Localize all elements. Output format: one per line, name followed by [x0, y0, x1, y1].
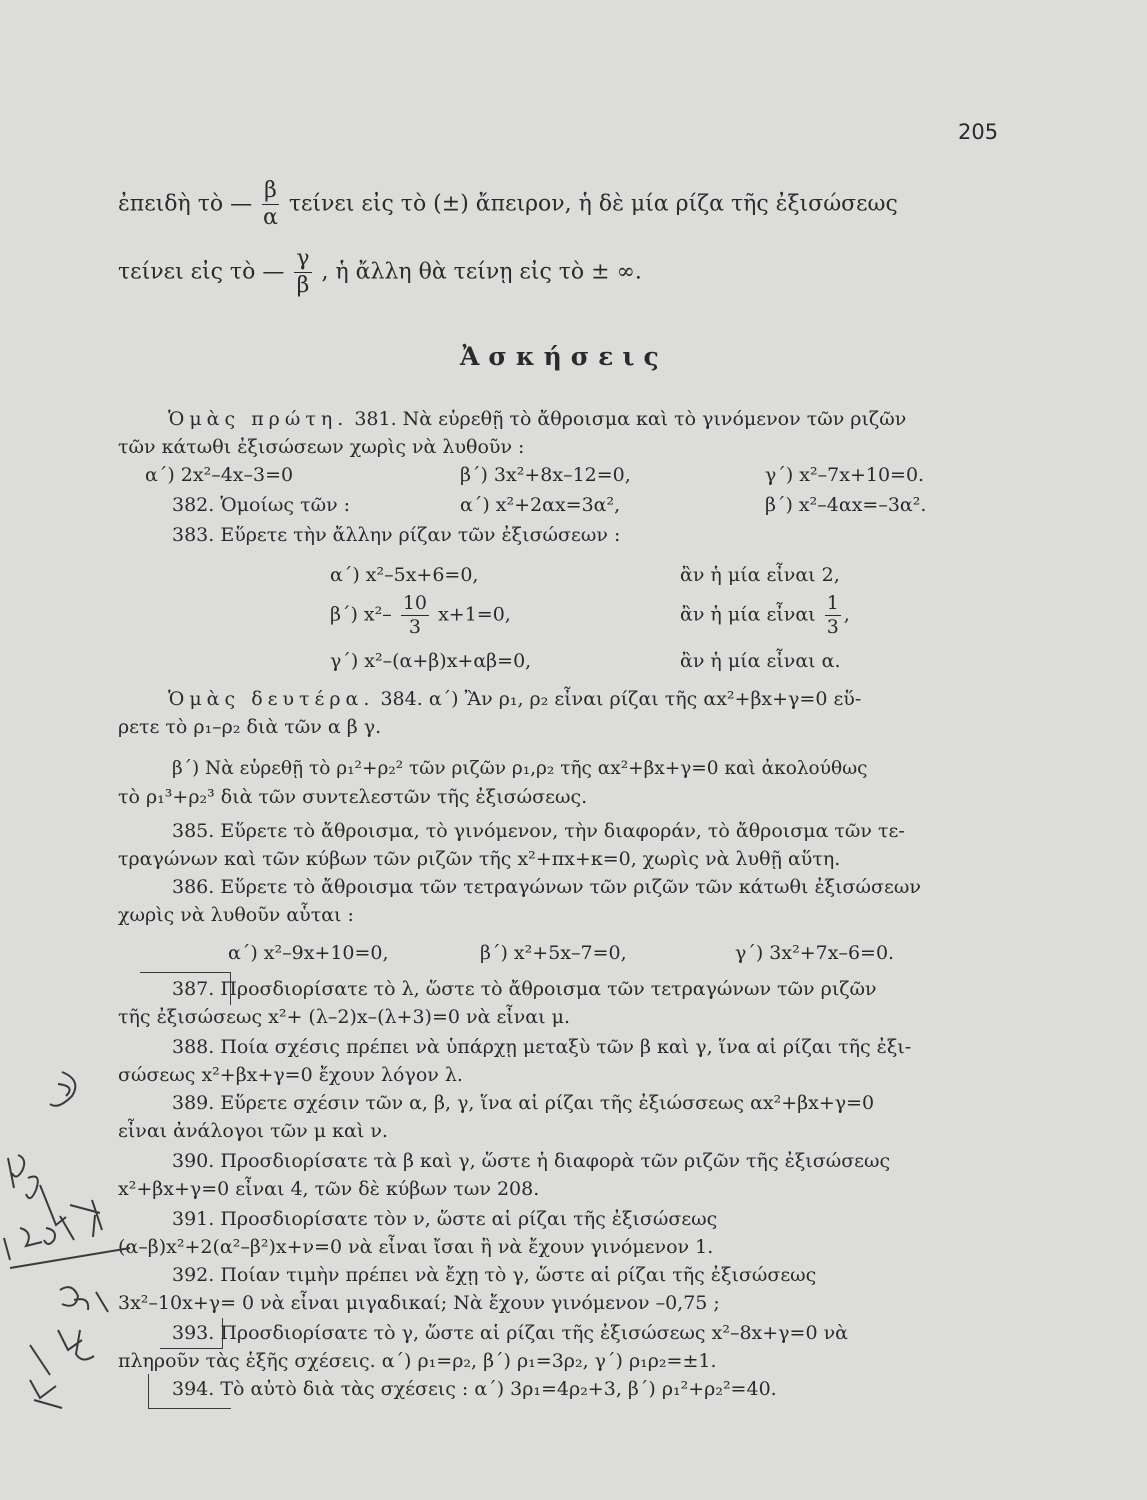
p386-eq-b: β΄) x²+5x–7=0,: [480, 942, 627, 964]
p390-line-1: 390. Προσδιορίσατε τὰ β καὶ γ, ὥστε ἡ διαφορὰ τῶν ριζῶν τῆς ἐξισώσεως: [172, 1150, 891, 1172]
p388-line-1: 388. Ποία σχέσις πρέπει νὰ ὑπάρχῃ μεταξὺ τῶν β καὶ γ, ἵνα αἱ ρίζαι τῆς ἐξι-: [172, 1036, 912, 1058]
p382-label: 382. Ὁμοίως τῶν :: [172, 494, 351, 516]
p385-line-1: 385. Εὕρετε τὸ ἄθροισμα, τὸ γινόμενον, τὴν διαφοράν, τὸ ἄθροισμα τῶν τε-: [172, 820, 905, 842]
p386-eq-a: α΄) x²–9x+10=0,: [228, 942, 389, 964]
p394-line-1: 394. Τὸ αὐτὸ διὰ τὰς σχέσεις : α΄) 3ρ₁=4ρ₂+3, β΄) ρ₁²+ρ₂²=40.: [172, 1378, 777, 1400]
intro-l1-a: ἐπειδὴ τὸ —: [118, 191, 253, 217]
handwritten-box-387: [140, 972, 231, 1005]
p393-line-1: 393. Προσδιορίσατε τὸ γ, ὥστε αἱ ρίζαι τῆς ἐξισώσεως x²–8x+γ=0 νὰ: [172, 1322, 848, 1344]
fraction-numerator: β: [264, 178, 277, 203]
p381-line-2: τῶν κάτωθι ἐξισώσεων χωρὶς νὰ λυθοῦν :: [118, 436, 525, 458]
p387-line-2: τῆς ἐξισώσεως x²+ (λ–2)x–(λ+3)=0 νὰ εἶναι μ.: [118, 1006, 570, 1028]
p390-line-2: x²+βx+γ=0 εἶναι 4, τῶν δὲ κύβων των 208.: [118, 1178, 540, 1200]
fraction-denominator: 3: [826, 616, 839, 638]
p383-b-cond-text: ἂν ἡ μία εἶναι: [680, 603, 816, 626]
p385-line-2: τραγώνων καὶ τῶν κύβων τῶν ριζῶν τῆς x²+πx+κ=0, χωρὶς νὰ λυθῇ αὕτη.: [118, 848, 841, 870]
p381-eq-c: γ΄) x²–7x+10=0.: [765, 464, 925, 486]
p383-c-cond: ἂν ἡ μία εἶναι α.: [680, 650, 841, 672]
p381-eq-a: α΄) 2x²–4x–3=0: [145, 464, 294, 486]
p383-b-cond: [680, 594, 850, 637]
fraction-gamma-beta: [294, 248, 311, 297]
p384-line-4: τὸ ρ₁³+ρ₂³ διὰ τῶν συντελεστῶν τῆς ἐξισώσεως.: [118, 786, 588, 808]
p383-a-cond: ἂν ἡ μία εἶναι 2,: [680, 564, 840, 586]
fraction-numerator: γ: [296, 246, 310, 271]
intro-line-1: [118, 180, 898, 229]
p388-line-2: σώσεως x²+βx+γ=0 ἔχουν λόγον λ.: [118, 1064, 463, 1086]
p387-line-1: 387. Προσδιορίσατε τὸ λ, ὥστε τὸ ἄθροισμα τῶν τετραγώνων τῶν ριζῶν: [172, 978, 877, 1000]
fraction-numerator: 1: [826, 592, 839, 614]
p386-eq-c: γ΄) 3x²+7x–6=0.: [735, 942, 895, 964]
p383-b-pre: β΄) x²–: [330, 603, 392, 626]
group-1-heading: Ὁμὰς πρώτη.: [168, 408, 349, 430]
p386-line-1: 386. Εὕρετε τὸ ἄθροισμα τῶν τετραγώνων τῶν ριζῶν τῶν κάτωθι ἐξισώσεων: [172, 876, 921, 898]
group-2-heading: Ὁμὰς δευτέρα.: [168, 688, 375, 710]
p381-text: 381. Νὰ εὑρεθῇ τὸ ἄθροισμα καὶ τὸ γινόμενον τῶν ριζῶν: [354, 408, 907, 430]
p381-eq-b: β΄) 3x²+8x–12=0,: [460, 464, 631, 486]
p392-line-1: 392. Ποίαν τιμὴν πρέπει νὰ ἔχῃ τὸ γ, ὥστε αἱ ρίζαι τῆς ἐξισώσεως: [172, 1264, 817, 1286]
p386-line-2: χωρὶς νὰ λυθοῦν αὗται :: [118, 904, 354, 926]
p383-b-cond-post: ,: [843, 603, 850, 626]
handwritten-box-394: [148, 1374, 231, 1409]
p391-line-1: 391. Προσδιορίσατε τὸν ν, ὥστε αἱ ρίζαι τῆς ἐξισώσεως: [172, 1208, 718, 1230]
page-number: 205: [958, 120, 999, 144]
handwritten-box-393: [160, 1318, 223, 1349]
p383-c-eq: γ΄) x²–(α+β)x+αβ=0,: [330, 650, 532, 672]
p382-eq-b: β΄) x²–4αx=–3α².: [765, 494, 927, 516]
fraction-numerator: 10: [402, 592, 428, 614]
intro-l2-a: τείνει εἰς τὸ —: [118, 259, 285, 285]
p383-b-eq: [330, 594, 511, 637]
handwritten-tally-scribble: [0, 1000, 150, 1420]
p383-b-post: x+1=0,: [438, 603, 511, 626]
p383-a-eq: α΄) x²–5x+6=0,: [330, 564, 479, 586]
p383-text: 383. Εὕρετε τὴν ἄλλην ρίζαν τῶν ἐξισώσεων :: [172, 524, 621, 546]
p381-line-1: [168, 408, 906, 430]
intro-l2-b: , ἡ ἄλλη θὰ τείνῃ εἰς τὸ ± ∞.: [321, 259, 642, 285]
fraction-denominator: β: [296, 273, 310, 298]
intro-line-2: [118, 248, 642, 297]
p391-line-2: (α–β)x²+2(α²–β²)x+ν=0 νὰ εἶναι ἴσαι ἢ νὰ ἔχουν γινόμενον 1.: [118, 1236, 714, 1258]
p389-line-2: εἶναι ἀνάλογοι τῶν μ καὶ ν.: [118, 1120, 388, 1142]
p392-line-2: 3x²–10x+γ= 0 νὰ εἶναι μιγαδικαί; Νὰ ἔχουν γινόμενον –0,75 ;: [118, 1292, 720, 1314]
intro-l1-b: τείνει εἰς τὸ (±) ἄπειρον, ἡ δὲ μία ρίζα τῆς ἐξισώσεως: [288, 191, 898, 217]
fraction-denominator: α: [263, 205, 278, 230]
p389-line-1: 389. Εὕρετε σχέσιν τῶν α, β, γ, ἵνα αἱ ρίζαι τῆς ἐξιώσσεως αx²+βx+γ=0: [172, 1092, 875, 1114]
p384-l1-text: 384. α΄) Ἂν ρ₁, ρ₂ εἶναι ρίζαι τῆς αx²+βx+γ=0 εὕ-: [380, 688, 862, 710]
p393-line-2: πληροῦν τὰς ἑξῆς σχέσεις. α΄) ρ₁=ρ₂, β΄) ρ₁=3ρ₂, γ΄) ρ₁ρ₂=±1.: [118, 1350, 717, 1372]
section-title: Ἀσκήσεις: [460, 342, 668, 371]
p384-line-1: [168, 688, 861, 710]
p382-eq-a: α΄) x²+2αx=3α²,: [460, 494, 621, 516]
p384-line-3: β΄) Νὰ εὑρεθῇ τὸ ρ₁²+ρ₂² τῶν ριζῶν ρ₁,ρ₂ τῆς αx²+βx+γ=0 καὶ ἀκολούθως: [172, 758, 868, 779]
fraction-denominator: 3: [408, 616, 421, 638]
fraction-10-3: [401, 594, 429, 637]
fraction-1-3: [825, 594, 841, 637]
p384-line-2: ρετε τὸ ρ₁–ρ₂ διὰ τῶν α β γ.: [118, 716, 382, 738]
fraction-beta-alpha: [262, 180, 279, 229]
